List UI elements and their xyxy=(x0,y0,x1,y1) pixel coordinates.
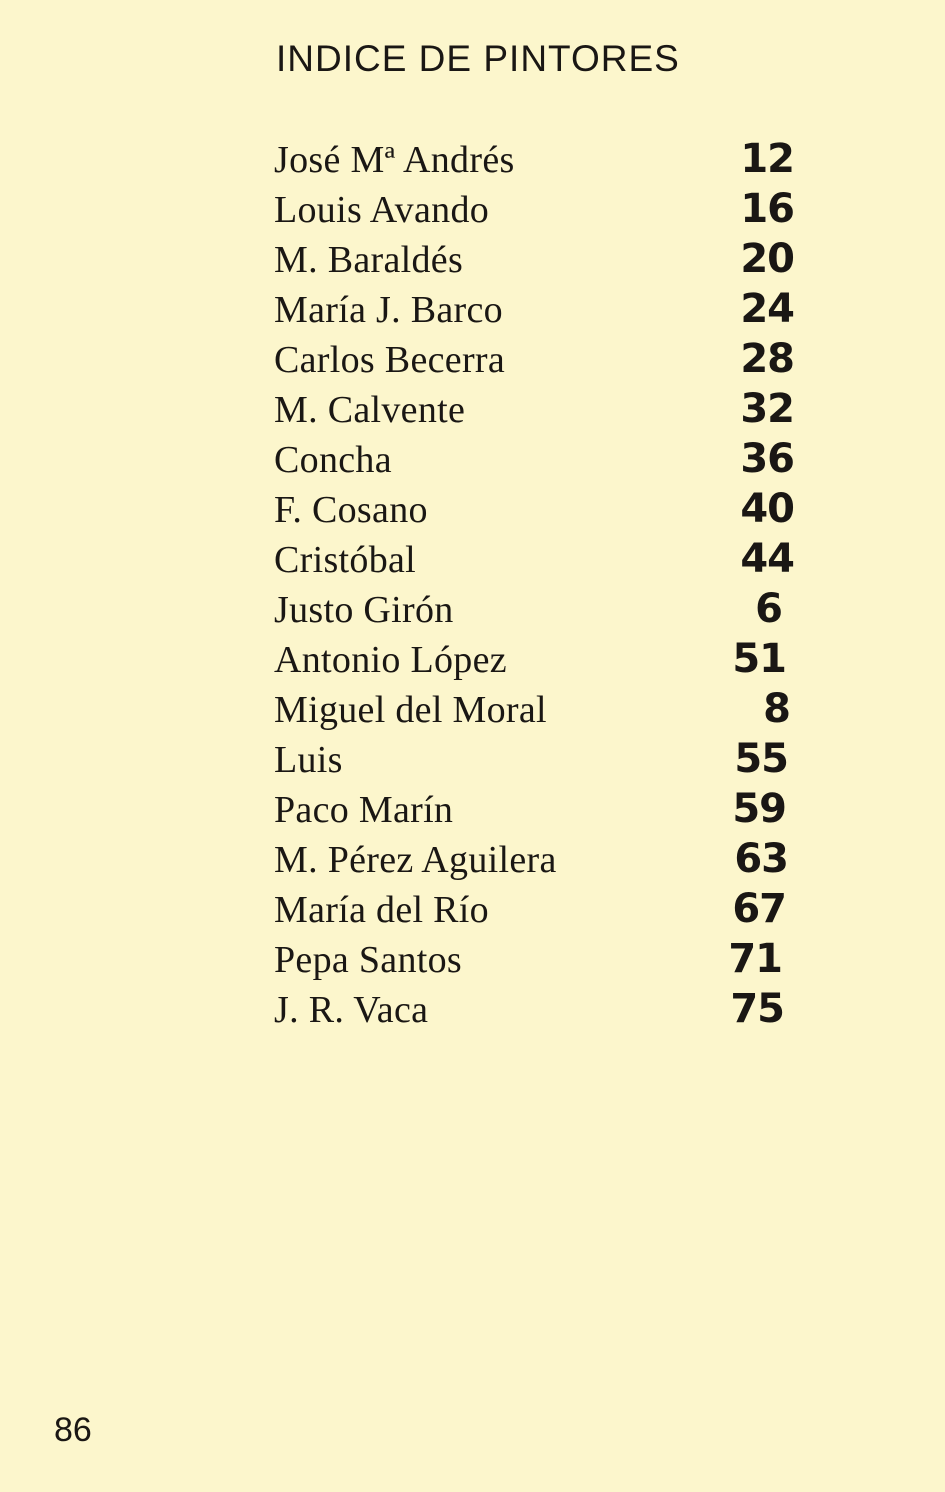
page-reference: 63 xyxy=(734,836,788,882)
index-entry xyxy=(274,787,800,837)
page-reference: 8 xyxy=(763,686,790,732)
page-reference: 16 xyxy=(740,186,794,232)
index-entry xyxy=(274,887,800,937)
painter-index-list xyxy=(274,137,800,1037)
index-entry xyxy=(274,737,800,787)
page-reference: 24 xyxy=(740,286,794,332)
page-reference: 36 xyxy=(740,436,794,482)
painter-name: María J. Barco xyxy=(274,289,503,331)
index-entry xyxy=(274,687,800,737)
page-reference: 28 xyxy=(740,336,794,382)
index-heading: INDICE DE PINTORES xyxy=(276,38,680,79)
painter-name: José Mª Andrés xyxy=(274,139,515,181)
index-entry xyxy=(274,637,800,687)
painter-name: M. Pérez Aguilera xyxy=(274,839,557,881)
painter-name: F. Cosano xyxy=(274,489,428,531)
page-reference: 44 xyxy=(740,536,794,582)
page-reference: 20 xyxy=(740,236,794,282)
index-entry xyxy=(274,837,800,887)
painter-name: Louis Avando xyxy=(274,189,490,231)
painter-name: Paco Marín xyxy=(274,789,454,831)
painter-name: María del Río xyxy=(274,889,489,931)
page-reference: 71 xyxy=(728,936,782,982)
index-entry xyxy=(274,587,800,637)
painter-name: M. Calvente xyxy=(274,389,466,431)
painter-name: Cristóbal xyxy=(274,539,417,581)
index-entry xyxy=(274,437,800,487)
painter-name: Luis xyxy=(274,739,343,781)
painter-name: Justo Girón xyxy=(274,589,454,631)
index-entry xyxy=(274,337,800,387)
painter-name: J. R. Vaca xyxy=(274,989,429,1031)
painter-name: Pepa Santos xyxy=(274,939,463,981)
index-entry xyxy=(274,287,800,337)
page-reference: 51 xyxy=(732,636,786,682)
painter-name: Concha xyxy=(274,439,392,481)
index-entry xyxy=(274,937,800,987)
page-reference: 40 xyxy=(740,486,794,532)
page-reference: 59 xyxy=(732,786,786,832)
painter-name: Miguel del Moral xyxy=(274,689,547,731)
index-entry xyxy=(274,987,800,1037)
painter-name: Carlos Becerra xyxy=(274,339,506,381)
index-entry xyxy=(274,237,800,287)
painter-name: M. Baraldés xyxy=(274,239,464,281)
painter-name: Antonio López xyxy=(274,639,507,681)
index-entry xyxy=(274,137,800,187)
page-reference: 55 xyxy=(734,736,788,782)
page-number: 86 xyxy=(54,1411,92,1449)
page-reference: 32 xyxy=(740,386,794,432)
index-entry xyxy=(274,187,800,237)
page-reference: 12 xyxy=(740,136,794,182)
index-entry xyxy=(274,387,800,437)
index-entry xyxy=(274,487,800,537)
index-entry xyxy=(274,537,800,587)
page-reference: 67 xyxy=(732,886,786,932)
page-reference: 6 xyxy=(755,586,782,632)
page-reference: 75 xyxy=(730,986,784,1032)
